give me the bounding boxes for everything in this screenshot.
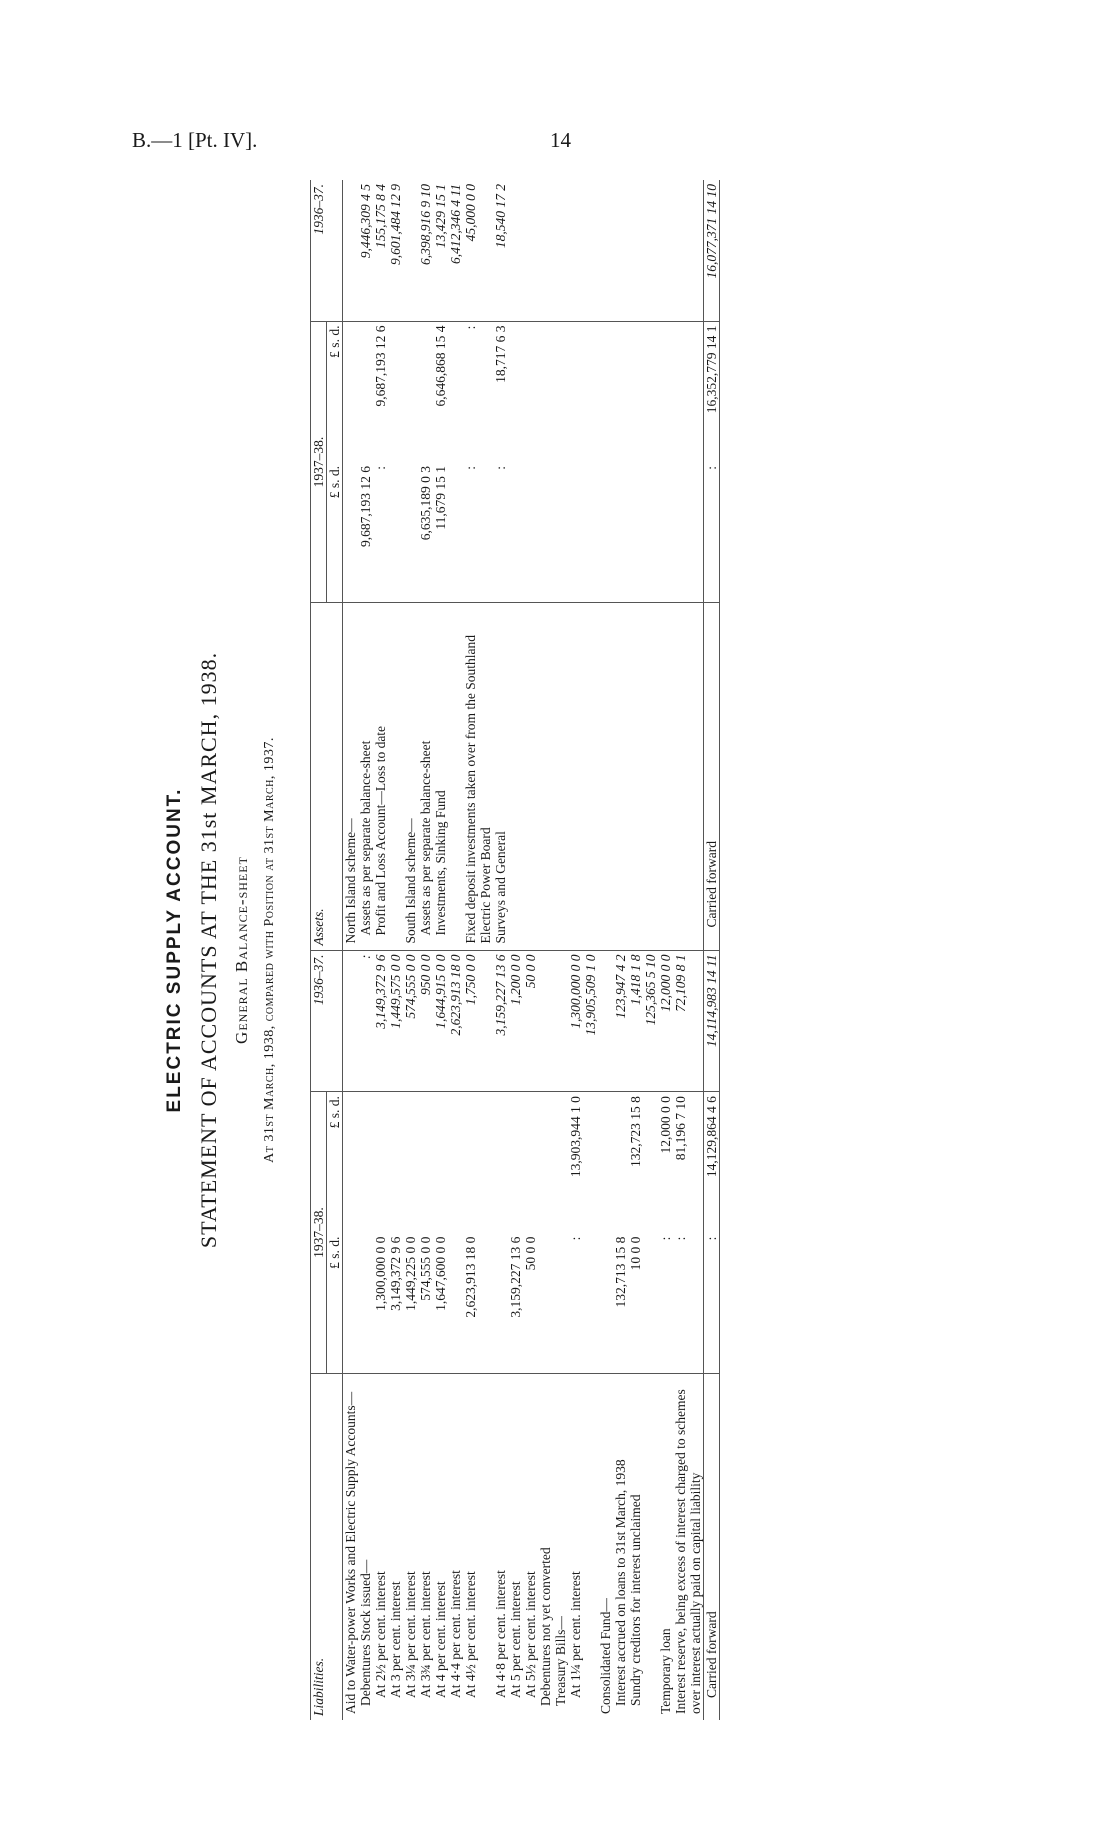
liability-amount: 50 0 0 — [523, 1233, 538, 1374]
asset-amount — [553, 462, 568, 603]
asset-amount: 6,635,189 0 3 — [418, 462, 433, 603]
asset-prior-year — [523, 180, 538, 321]
asset-label: North Island scheme— — [343, 603, 359, 950]
liability-prior-year: 1,449,575 0 0 — [388, 950, 403, 1092]
liability-subtotal — [418, 1092, 433, 1233]
liability-amount: : — [568, 1233, 583, 1374]
table-row — [373, 180, 388, 1720]
liability-amount — [358, 1233, 373, 1374]
asset-label: Surveys and General — [493, 603, 508, 950]
asset-subtotal: 18,717 6 3 — [493, 325, 508, 383]
asset-subtotal — [523, 321, 538, 462]
liability-subtotal — [553, 1092, 568, 1233]
asset-prior-year — [343, 180, 359, 321]
liability-subtotal — [538, 1092, 553, 1233]
asset-prior-year — [508, 180, 523, 321]
liability-prior-year — [538, 950, 553, 1092]
table-row — [343, 180, 359, 1720]
carried-forward-row — [704, 180, 720, 1720]
assets-total-prior: 16,077,371 14 10 — [704, 180, 720, 321]
liability-subtotal — [358, 1092, 373, 1233]
table-row — [658, 180, 673, 1720]
liability-subtotal — [493, 1092, 508, 1233]
page-header — [132, 128, 1014, 158]
asset-subtotal — [358, 321, 373, 462]
liability-label: Debentures Stock issued— — [358, 1559, 373, 1706]
liability-label: At 5 per cent. interest — [508, 1581, 523, 1698]
asset-subtotal — [583, 321, 598, 462]
liability-label — [643, 1374, 658, 1720]
liability-subtotal: 81,196 7 10 — [673, 1096, 688, 1161]
asset-label: Investments, Sinking Fund — [433, 603, 448, 950]
liability-amount — [643, 1233, 658, 1374]
table-row — [358, 180, 373, 1720]
liability-prior-year — [553, 950, 568, 1092]
asset-subtotal: 6,646,868 15 4 — [433, 325, 448, 407]
asset-subtotal — [628, 321, 643, 462]
liability-label: Debentures not yet converted — [538, 1547, 553, 1706]
liability-label: Treasury Bills— — [553, 1616, 568, 1706]
liability-label: At 5½ per cent. interest — [523, 1571, 538, 1698]
subtitle: At 31st March, 1938, compared with Position at 31st March, 1937. — [262, 737, 277, 1163]
liability-label: At 4½ per cent. interest — [463, 1571, 478, 1698]
lsd-label: £ s. d. — [327, 321, 343, 462]
liability-subtotal — [448, 1092, 463, 1233]
liability-amount: 574,555 0 0 — [418, 1233, 433, 1374]
liability-prior-year: 50 0 0 — [523, 950, 538, 1092]
liability-subtotal: 12,000 0 0 — [658, 1096, 673, 1154]
liabilities-total-prior: 14,114,983 14 11 — [704, 950, 720, 1092]
liability-subtotal — [403, 1092, 418, 1233]
asset-label — [658, 603, 673, 950]
liability-prior-year: 123,947 4 2 — [613, 950, 628, 1092]
asset-prior-year: 6,398,916 9 10 — [418, 180, 433, 321]
asset-amount — [583, 462, 598, 603]
asset-prior-year: 13,429 15 1 — [433, 180, 448, 321]
liability-amount: : — [658, 1233, 673, 1374]
asset-subtotal — [568, 321, 583, 462]
liability-label: Aid to Water-power Works and Electric Supply Accounts— — [343, 1391, 358, 1714]
asset-amount — [538, 462, 553, 603]
asset-label — [388, 603, 403, 950]
liability-label: Consolidated Fund— — [598, 1598, 613, 1714]
table-row — [388, 180, 403, 1720]
asset-prior-year — [658, 180, 673, 321]
asset-subtotal — [508, 321, 523, 462]
asset-prior-year: 18,540 17 2 — [493, 180, 508, 321]
asset-subtotal — [658, 321, 673, 462]
liability-amount: 2,623,913 18 0 — [463, 1233, 493, 1374]
table-row — [448, 180, 463, 1720]
balance-sheet-body — [343, 180, 720, 1720]
asset-amount — [403, 462, 418, 603]
liability-label — [583, 1374, 598, 1720]
asset-amount — [598, 462, 613, 603]
table-row — [628, 180, 643, 1720]
asset-label — [583, 603, 598, 950]
titles-block — [160, 180, 320, 1720]
asset-prior-year — [628, 180, 643, 321]
asset-label — [568, 603, 583, 950]
asset-prior-year: 9,446,309 4 5 — [358, 180, 373, 321]
liability-amount: 10 0 0 — [628, 1233, 643, 1374]
asset-subtotal — [403, 321, 418, 462]
liabilities-total-label: Carried forward — [704, 1374, 720, 1720]
sheet-title: General Balance-sheet — [232, 856, 251, 1044]
asset-subtotal — [643, 321, 658, 462]
table-row — [598, 180, 613, 1720]
table-row — [553, 180, 568, 1720]
table-row — [523, 180, 538, 1720]
table-row — [433, 180, 448, 1720]
asset-label — [613, 603, 628, 950]
asset-subtotal — [418, 321, 433, 462]
asset-amount: : — [493, 462, 508, 603]
asset-subtotal: 9,687,193 12 6 — [373, 325, 388, 407]
liability-label: Interest accrued on loans to 31st March, 1938 — [613, 1459, 628, 1706]
liability-prior-year: : — [358, 950, 373, 1092]
liability-prior-year: 3,159,227 13 6 — [493, 950, 508, 1092]
asset-prior-year: 9,601,484 12 9 — [388, 180, 403, 321]
assets-total-a: : — [704, 462, 720, 603]
liability-prior-year — [598, 950, 613, 1092]
table-row — [463, 180, 493, 1720]
liability-prior-year: 1,644,915 0 0 — [433, 950, 448, 1092]
asset-amount — [508, 462, 523, 603]
asset-subtotal — [343, 321, 359, 462]
year-1937-header-right: 1936–37. — [311, 180, 343, 321]
asset-prior-year: 155,175 8 4 — [373, 180, 388, 321]
document-reference: B.—1 [Pt. IV]. — [132, 128, 258, 152]
asset-label: Fixed deposit investments taken over from the Southland Electric Power Board — [463, 603, 493, 950]
asset-label — [523, 603, 538, 950]
liability-amount: 1,647,600 0 0 — [433, 1233, 448, 1374]
liability-prior-year: 574,555 0 0 — [403, 950, 418, 1092]
balance-sheet-table — [310, 180, 720, 1720]
liability-label: Interest reserve, being excess of interest charged to schemes over interest actually paid on capital liability — [673, 1389, 703, 1714]
asset-label — [508, 603, 523, 950]
liability-amount: 1,300,000 0 0 — [373, 1233, 388, 1374]
table-row — [613, 180, 628, 1720]
liability-amount — [448, 1233, 463, 1374]
table-row — [568, 180, 583, 1720]
liability-prior-year: 12,000 0 0 — [658, 950, 673, 1092]
liability-subtotal — [463, 1092, 493, 1233]
liability-subtotal — [613, 1092, 628, 1233]
asset-amount: 9,687,193 12 6 — [358, 462, 373, 603]
asset-prior-year — [598, 180, 613, 321]
asset-subtotal — [538, 321, 553, 462]
assets-total-b: 16,352,779 14 1 — [704, 321, 720, 462]
liability-label: At 4·8 per cent. interest — [493, 1570, 508, 1698]
asset-amount — [658, 462, 673, 603]
year-1938-header-right: 1937–38. — [311, 321, 327, 603]
asset-prior-year: 6,412,346 4 11 — [448, 180, 463, 321]
lsd-label: £ s. d. — [327, 1092, 343, 1233]
liability-amount: 3,159,227 13 6 — [508, 1233, 523, 1374]
liability-amount — [583, 1233, 598, 1374]
asset-label — [538, 603, 553, 950]
liability-label: At 3¾ per cent. interest — [418, 1571, 433, 1698]
asset-label — [628, 603, 643, 950]
asset-label — [643, 603, 658, 950]
liability-prior-year — [343, 950, 359, 1092]
liability-subtotal: 13,903,944 1 0 — [568, 1096, 583, 1178]
asset-amount — [448, 462, 463, 603]
asset-prior-year — [673, 180, 704, 321]
asset-subtotal — [388, 321, 403, 462]
liability-prior-year: 950 0 0 — [418, 950, 433, 1092]
asset-amount — [673, 462, 704, 603]
liability-prior-year: 13,905,509 1 0 — [583, 950, 598, 1092]
liability-amount: : — [673, 1233, 704, 1374]
asset-prior-year — [583, 180, 598, 321]
assets-total-label: Carried forward — [704, 603, 720, 950]
asset-subtotal — [553, 321, 568, 462]
liability-amount — [538, 1233, 553, 1374]
rotated-balance-sheet — [160, 180, 950, 1720]
asset-prior-year — [403, 180, 418, 321]
asset-subtotal — [673, 321, 704, 462]
statement-title: STATEMENT OF ACCOUNTS AT THE 31st MARCH, 1938. — [196, 651, 221, 1249]
asset-amount: : — [373, 462, 388, 603]
liabilities-total-b: 14,129,864 4 6 — [704, 1092, 720, 1233]
liability-subtotal — [643, 1092, 658, 1233]
table-row — [538, 180, 553, 1720]
liability-amount — [343, 1233, 359, 1374]
liability-subtotal — [373, 1092, 388, 1233]
asset-amount — [568, 462, 583, 603]
asset-label — [448, 603, 463, 950]
table-row — [508, 180, 523, 1720]
liability-prior-year: 3,149,372 9 6 — [373, 950, 388, 1092]
year-1938-header-left: 1937–38. — [311, 1092, 327, 1374]
liability-label: At 2½ per cent. interest — [373, 1571, 388, 1698]
asset-amount — [643, 462, 658, 603]
liability-subtotal: 132,723 15 8 — [628, 1096, 643, 1168]
liability-amount: 1,449,225 0 0 — [403, 1233, 418, 1374]
liability-prior-year: 1,418 1 8 — [628, 950, 643, 1092]
asset-subtotal — [613, 321, 628, 462]
liability-subtotal — [388, 1092, 403, 1233]
asset-label: South Island scheme— — [403, 603, 418, 950]
lsd-label: £ s. d. — [327, 1233, 343, 1374]
asset-subtotal — [448, 321, 463, 462]
asset-subtotal: : — [463, 325, 478, 330]
liability-amount — [493, 1233, 508, 1374]
liability-label: At 1¼ per cent. interest — [568, 1571, 583, 1698]
asset-amount: : — [463, 462, 493, 603]
liability-label: At 3 per cent. interest — [388, 1581, 403, 1698]
asset-label: Assets as per separate balance-sheet — [358, 603, 373, 950]
liabilities-total-a: : — [704, 1233, 720, 1374]
assets-header: Assets. — [311, 603, 343, 950]
column-header-row — [311, 180, 327, 1720]
table-row — [643, 180, 658, 1720]
liability-prior-year: 1,200 0 0 — [508, 950, 523, 1092]
liability-subtotal — [598, 1092, 613, 1233]
asset-prior-year — [613, 180, 628, 321]
asset-label: Profit and Loss Account—Loss to date — [373, 603, 388, 950]
liability-subtotal — [508, 1092, 523, 1233]
page-number: 14 — [550, 128, 571, 152]
table-row — [493, 180, 508, 1720]
liability-subtotal — [523, 1092, 538, 1233]
liability-prior-year: 1,750 0 0 — [463, 950, 493, 1092]
liability-prior-year: 2,623,913 18 0 — [448, 950, 463, 1092]
liability-label: Sundry creditors for interest unclaimed — [628, 1494, 643, 1706]
liability-prior-year: 72,109 8 1 — [673, 950, 704, 1092]
table-row — [673, 180, 704, 1720]
asset-amount — [343, 462, 359, 603]
asset-amount — [628, 462, 643, 603]
asset-amount — [613, 462, 628, 603]
asset-label — [673, 603, 704, 950]
table-row — [583, 180, 598, 1720]
asset-amount: 11,679 15 1 — [433, 462, 448, 603]
asset-prior-year — [538, 180, 553, 321]
liability-subtotal — [343, 1092, 359, 1233]
liability-label: At 3¼ per cent. interest — [403, 1571, 418, 1698]
liability-label: Temporary loan — [658, 1628, 673, 1714]
year-1937-header-left: 1936–37. — [311, 950, 343, 1092]
liability-label: At 4·4 per cent. interest — [448, 1570, 463, 1698]
lsd-label: £ s. d. — [327, 462, 343, 603]
liability-label: At 4 per cent. interest — [433, 1581, 448, 1698]
liability-subtotal — [583, 1092, 598, 1233]
asset-prior-year — [553, 180, 568, 321]
asset-label: Assets as per separate balance-sheet — [418, 603, 433, 950]
table-row — [418, 180, 433, 1720]
asset-label — [553, 603, 568, 950]
asset-prior-year — [568, 180, 583, 321]
liability-amount: 3,149,372 9 6 — [388, 1233, 403, 1374]
account-title: ELECTRIC SUPPLY ACCOUNT. — [164, 787, 185, 1113]
asset-subtotal — [598, 321, 613, 462]
table-row — [403, 180, 418, 1720]
liability-amount: 132,713 15 8 — [613, 1233, 628, 1374]
asset-prior-year: 45,000 0 0 — [463, 180, 493, 321]
liability-prior-year: 1,300,000 0 0 — [568, 950, 583, 1092]
liability-amount — [598, 1233, 613, 1374]
asset-amount — [523, 462, 538, 603]
asset-amount — [388, 462, 403, 603]
liability-amount — [553, 1233, 568, 1374]
asset-prior-year — [643, 180, 658, 321]
liability-prior-year: 125,365 5 10 — [643, 950, 658, 1092]
asset-label — [598, 603, 613, 950]
liability-subtotal — [433, 1092, 448, 1233]
liabilities-header: Liabilities. — [311, 1374, 343, 1720]
